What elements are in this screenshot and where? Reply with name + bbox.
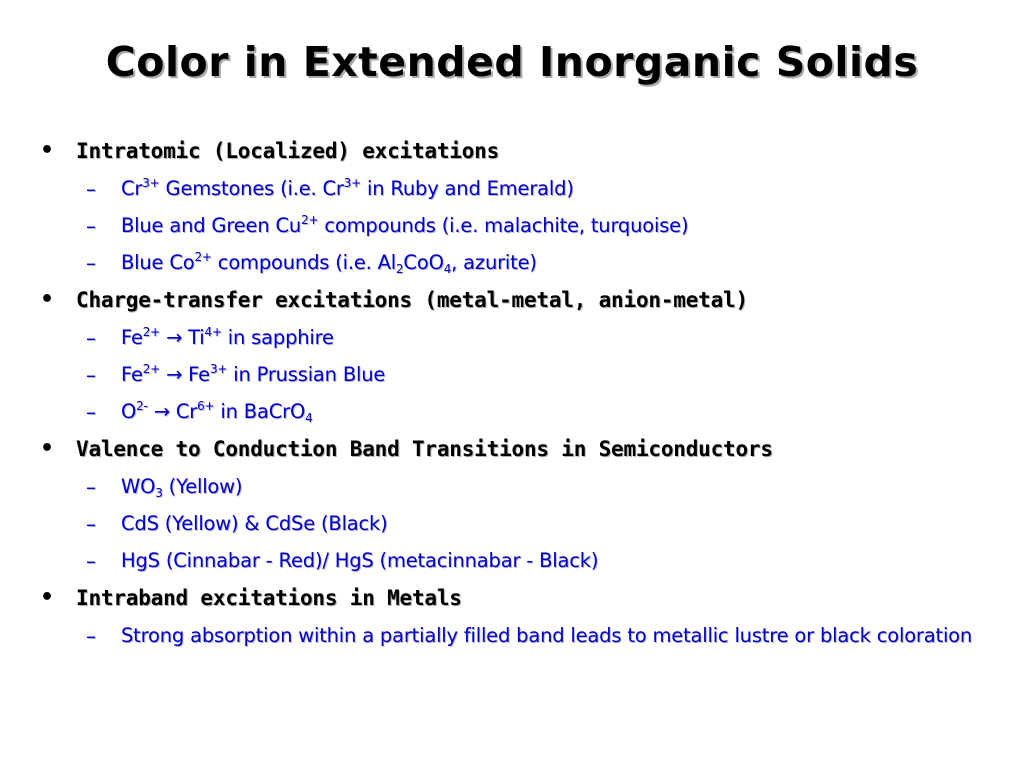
text-run: Blue and Green Cu xyxy=(121,214,302,237)
text-run: Blue Co xyxy=(121,251,195,274)
sub-bullet-item xyxy=(40,508,1000,545)
bullet-marker: • xyxy=(40,287,55,312)
superscript: 3+ xyxy=(209,362,228,376)
dash-marker: – xyxy=(86,400,96,424)
text-run: Gemstones (i.e. Cr xyxy=(159,177,344,200)
text-run: (Yellow) xyxy=(162,475,243,498)
bullet-heading: Intratomic (Localized) excitations xyxy=(76,139,500,163)
text-run: compounds (i.e. Al xyxy=(211,251,396,274)
text-run: CdS (Yellow) & CdSe (Black) xyxy=(121,512,388,535)
sub-bullet-text xyxy=(121,247,1001,279)
text-run: , azurite) xyxy=(451,251,537,274)
superscript: 2+ xyxy=(301,213,319,227)
text-run: Strong absorption within a partially filled band leads to metallic lustre or black coloration xyxy=(121,624,973,647)
sub-bullet-item xyxy=(40,247,1000,284)
superscript: 3+ xyxy=(142,176,160,190)
text-run: compounds (i.e. malachite, turquoise) xyxy=(318,214,689,237)
slide-content xyxy=(40,135,1000,690)
bullet-item xyxy=(40,433,1000,471)
sub-bullet-item xyxy=(40,322,1000,359)
sub-bullet-text xyxy=(121,210,1001,242)
sub-bullet-item xyxy=(40,396,1000,433)
dash-marker: – xyxy=(86,363,96,387)
text-run: Fe xyxy=(121,363,143,386)
bullet-marker: • xyxy=(40,138,55,163)
text-run: Cr xyxy=(121,177,143,200)
sub-bullet-text xyxy=(121,620,1001,652)
sub-bullet-text xyxy=(121,396,1001,428)
text-run: → Fe xyxy=(160,363,210,386)
sub-bullet-item xyxy=(40,173,1000,210)
superscript: 2+ xyxy=(142,325,161,339)
superscript: 2- xyxy=(136,399,148,413)
sub-bullet-text xyxy=(121,359,1001,391)
dash-marker: – xyxy=(86,549,96,573)
text-run: in Prussian Blue xyxy=(227,363,386,386)
sub-bullet-text xyxy=(121,173,1001,205)
sub-bullet-item xyxy=(40,471,1000,508)
text-run: → Ti xyxy=(160,326,205,349)
dash-marker: – xyxy=(86,624,96,648)
dash-marker: – xyxy=(86,512,96,536)
bullet-item xyxy=(40,135,1000,173)
subscript: 2 xyxy=(395,262,404,276)
superscript: 3+ xyxy=(343,176,362,190)
superscript: 6+ xyxy=(197,399,215,413)
bullet-section xyxy=(40,284,1000,433)
sub-bullet-item xyxy=(40,359,1000,396)
bullet-section xyxy=(40,433,1000,582)
slide-title: Color in Extended Inorganic Solids xyxy=(105,38,919,86)
dash-marker: – xyxy=(86,177,96,201)
sub-bullet-text xyxy=(121,545,1001,577)
sub-bullet-item xyxy=(40,620,1000,690)
sub-bullet-text xyxy=(121,322,1001,354)
bullet-marker: • xyxy=(40,585,55,610)
superscript: 4+ xyxy=(204,325,222,339)
text-run: in sapphire xyxy=(221,326,334,349)
dash-marker: – xyxy=(86,214,96,238)
sub-bullet-item xyxy=(40,210,1000,247)
sub-bullet-item xyxy=(40,545,1000,582)
bullet-item xyxy=(40,284,1000,322)
bullet-heading: Intraband excitations in Metals xyxy=(76,586,462,610)
text-run: O xyxy=(121,400,137,423)
bullet-section xyxy=(40,135,1000,284)
text-run: WO xyxy=(121,475,156,498)
subscript: 4 xyxy=(443,262,452,276)
sub-bullet-text xyxy=(121,508,1001,540)
superscript: 2+ xyxy=(142,362,161,376)
bullet-heading: Valence to Conduction Band Transitions in Semiconductors xyxy=(76,437,773,461)
text-run: CoO xyxy=(403,251,444,274)
bullet-section xyxy=(40,582,1000,690)
text-run: in BaCrO xyxy=(214,400,306,423)
superscript: 2+ xyxy=(194,250,212,264)
bullet-marker: • xyxy=(40,436,55,461)
text-run: Fe xyxy=(121,326,143,349)
text-run: HgS (Cinnabar - Red)/ HgS (metacinnabar - Black) xyxy=(121,549,599,572)
text-run: → Cr xyxy=(147,400,198,423)
bullet-item xyxy=(40,582,1000,620)
dash-marker: – xyxy=(86,326,96,350)
sub-bullet-text xyxy=(121,471,1001,503)
subscript: 4 xyxy=(305,411,313,425)
subscript: 3 xyxy=(155,486,163,500)
dash-marker: – xyxy=(86,251,96,275)
bullet-heading: Charge-transfer excitations (metal-metal, anion-metal) xyxy=(76,288,748,312)
text-run: in Ruby and Emerald) xyxy=(361,177,574,200)
dash-marker: – xyxy=(86,475,96,499)
